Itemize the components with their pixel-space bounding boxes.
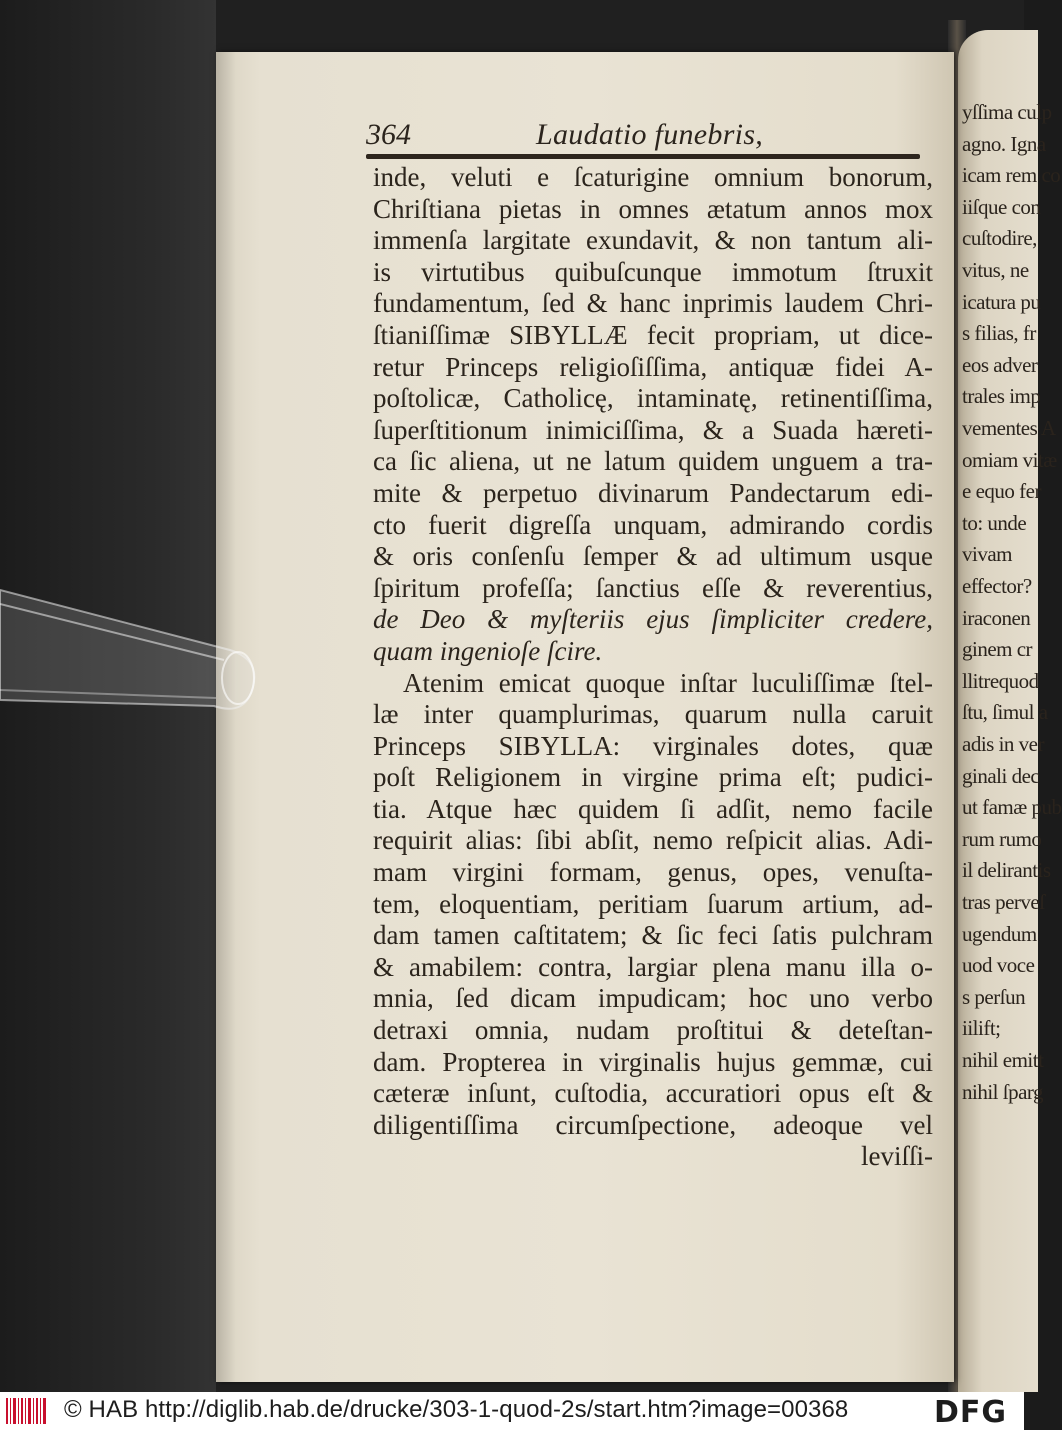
adjacent-page-line: uod voce: [962, 953, 1035, 978]
text-line: ſtianiſſimæ SIBYLLÆ fecit propriam, ut dice-: [373, 319, 933, 350]
adjacent-page-line: vementes A: [962, 416, 1056, 440]
text-line: inde, veluti e ſcaturigine omnium bonorum,: [373, 162, 933, 192]
text-line: tia. Atque hæc quidem ſi adſit, nemo facile: [373, 793, 933, 824]
adjacent-page-line: iiſque con: [962, 194, 1041, 219]
header-rule: [366, 154, 920, 159]
text-line: is virtutibus quibuſcunque immotum ſtruxit: [373, 256, 933, 287]
adjacent-page-line: cuſtodire,: [962, 226, 1037, 251]
adjacent-page-line: e equo fer: [962, 479, 1041, 504]
text-line: læ inter quamplurimas, quarum nulla caruit: [373, 699, 933, 730]
text-line: mite & perpetuo divinarum Pandectarum edi-: [373, 477, 933, 508]
text-line: & amabilem: contra, largiar plena manu illa o-: [373, 951, 933, 982]
adjacent-page-line: icam rem co: [962, 163, 1061, 188]
text-line: immenſa largitate exundavit, & non tantum ali-: [373, 225, 933, 256]
adjacent-page-line: iilift;: [962, 1016, 1001, 1041]
adjacent-page-line: ginem cr: [962, 637, 1033, 662]
text-line: Chriſtiana pietas in omnes ætatum annos mox: [373, 193, 933, 224]
text-line: poſt Religionem in virgine prima eſt; pudici-: [373, 762, 933, 793]
text-line: fundamentum, ſed & hanc inprimis laudem Chri-: [373, 288, 933, 319]
running-head: [366, 118, 926, 158]
text-line: mnia, ſed dicam impudicam; hoc uno verbo: [373, 983, 933, 1014]
adjacent-page-line: iraconen: [962, 605, 1031, 630]
adjacent-page-line: adis in ver: [962, 732, 1044, 756]
text-line: ſpiritum profeſſa; ſanctius eſſe & reverentius,: [373, 572, 933, 603]
text-line: retur Princeps religioſiſſima, antiquæ fidei A-: [373, 351, 933, 382]
text-line: & oris conſenſu ſemper & ad ultimum usque: [373, 541, 933, 572]
adjacent-page-line: yſſima culp: [962, 100, 1052, 124]
adjacent-page-line: ſtu, ſimul a: [962, 700, 1048, 725]
adjacent-page: [958, 30, 1062, 1392]
text-line: dam tamen caſtitatem; & ſic feci ſatis pulchram: [373, 920, 933, 951]
text-line: leviſſi-: [861, 1141, 933, 1172]
text-line: mam virgini formam, genus, opes, venuſta-: [373, 857, 933, 888]
running-head-title: Laudatio funebris,: [536, 118, 764, 151]
text-line: cto fuerit digreſſa unquam, admirando cordis: [373, 509, 933, 540]
adjacent-page-line: ginali dec: [962, 763, 1040, 788]
adjacent-page-line: effector?: [962, 574, 1032, 598]
adjacent-page-line: agno. Igna: [962, 131, 1046, 156]
adjacent-page-line: llitrequod: [962, 668, 1039, 693]
page-number: 364: [366, 118, 411, 151]
adjacent-page-line: vivam: [962, 542, 1012, 567]
text-line: ca ſic aliena, ut ne latum quidem unguem a tra-: [373, 446, 933, 477]
text-line: ſuperſtitionum inimiciſſima, & a Suada hæreti-: [373, 414, 933, 445]
text-line: tem, eloquentiam, peritiam ſuarum artium, ad-: [373, 888, 933, 919]
adjacent-page-line: eos adver: [962, 352, 1038, 377]
text-line: Princeps SIBYLLA: virginales dotes, quæ: [373, 730, 933, 761]
text-line: detraxi omnia, nudam proſtitui & deteſtan-: [373, 1015, 933, 1046]
footer-bar: [0, 1392, 1024, 1430]
text-line: requirit alias: ſibi abſit, nemo reſpicit alias. Adi-: [373, 825, 933, 856]
adjacent-page-line: rum rumo: [962, 826, 1042, 851]
adjacent-page-line: trales imp: [962, 384, 1041, 409]
adjacent-page-line: to: unde: [962, 510, 1027, 535]
text-line: diligentiſſima circumſpectione, adeoque vel: [373, 1109, 933, 1140]
adjacent-page-line: omiam vitæ: [962, 447, 1057, 472]
text-line: Atenim emicat quoque inſtar luculiſſimæ ſtel-: [403, 667, 933, 698]
adjacent-page-line: nihil ſparg: [962, 1079, 1044, 1104]
adjacent-page-line: ugendum: [962, 921, 1037, 946]
text-line: de Deo & myſteriis ejus ſimpliciter credere,: [373, 604, 933, 635]
text-line: dam. Propterea in virginalis hujus gemmæ, cui: [373, 1046, 933, 1077]
adjacent-page-line: s filias, fr: [962, 321, 1036, 346]
adjacent-page-line: nihil emitt: [962, 1048, 1044, 1072]
text-line: cæteræ inſunt, cuſtodia, accuratiori opus eſt &: [373, 1078, 933, 1109]
dfg-logo: DFG: [934, 1395, 1008, 1430]
barcode-icon: [6, 1398, 48, 1424]
text-line: poſtolicæ, Catholicę, intaminatę, retinentiſſima,: [373, 383, 933, 414]
glass-page-clip: [0, 590, 260, 740]
body-text: [373, 162, 933, 1173]
adjacent-page-line: ut famæ pub: [962, 795, 1062, 820]
adjacent-page-line: tras perveſ: [962, 890, 1045, 914]
adjacent-page-line: vitus, ne: [962, 258, 1029, 282]
source-url[interactable]: © HAB http://diglib.hab.de/drucke/303-1-quod-2s/start.htm?image=00368: [64, 1396, 849, 1423]
book-page: [216, 52, 954, 1382]
text-line: quam ingenioſe ſcire.: [373, 635, 603, 666]
adjacent-page-line: icatura pu: [962, 289, 1041, 314]
adjacent-page-line: s perſun: [962, 984, 1026, 1009]
adjacent-page-line: il delirantis: [962, 858, 1051, 883]
